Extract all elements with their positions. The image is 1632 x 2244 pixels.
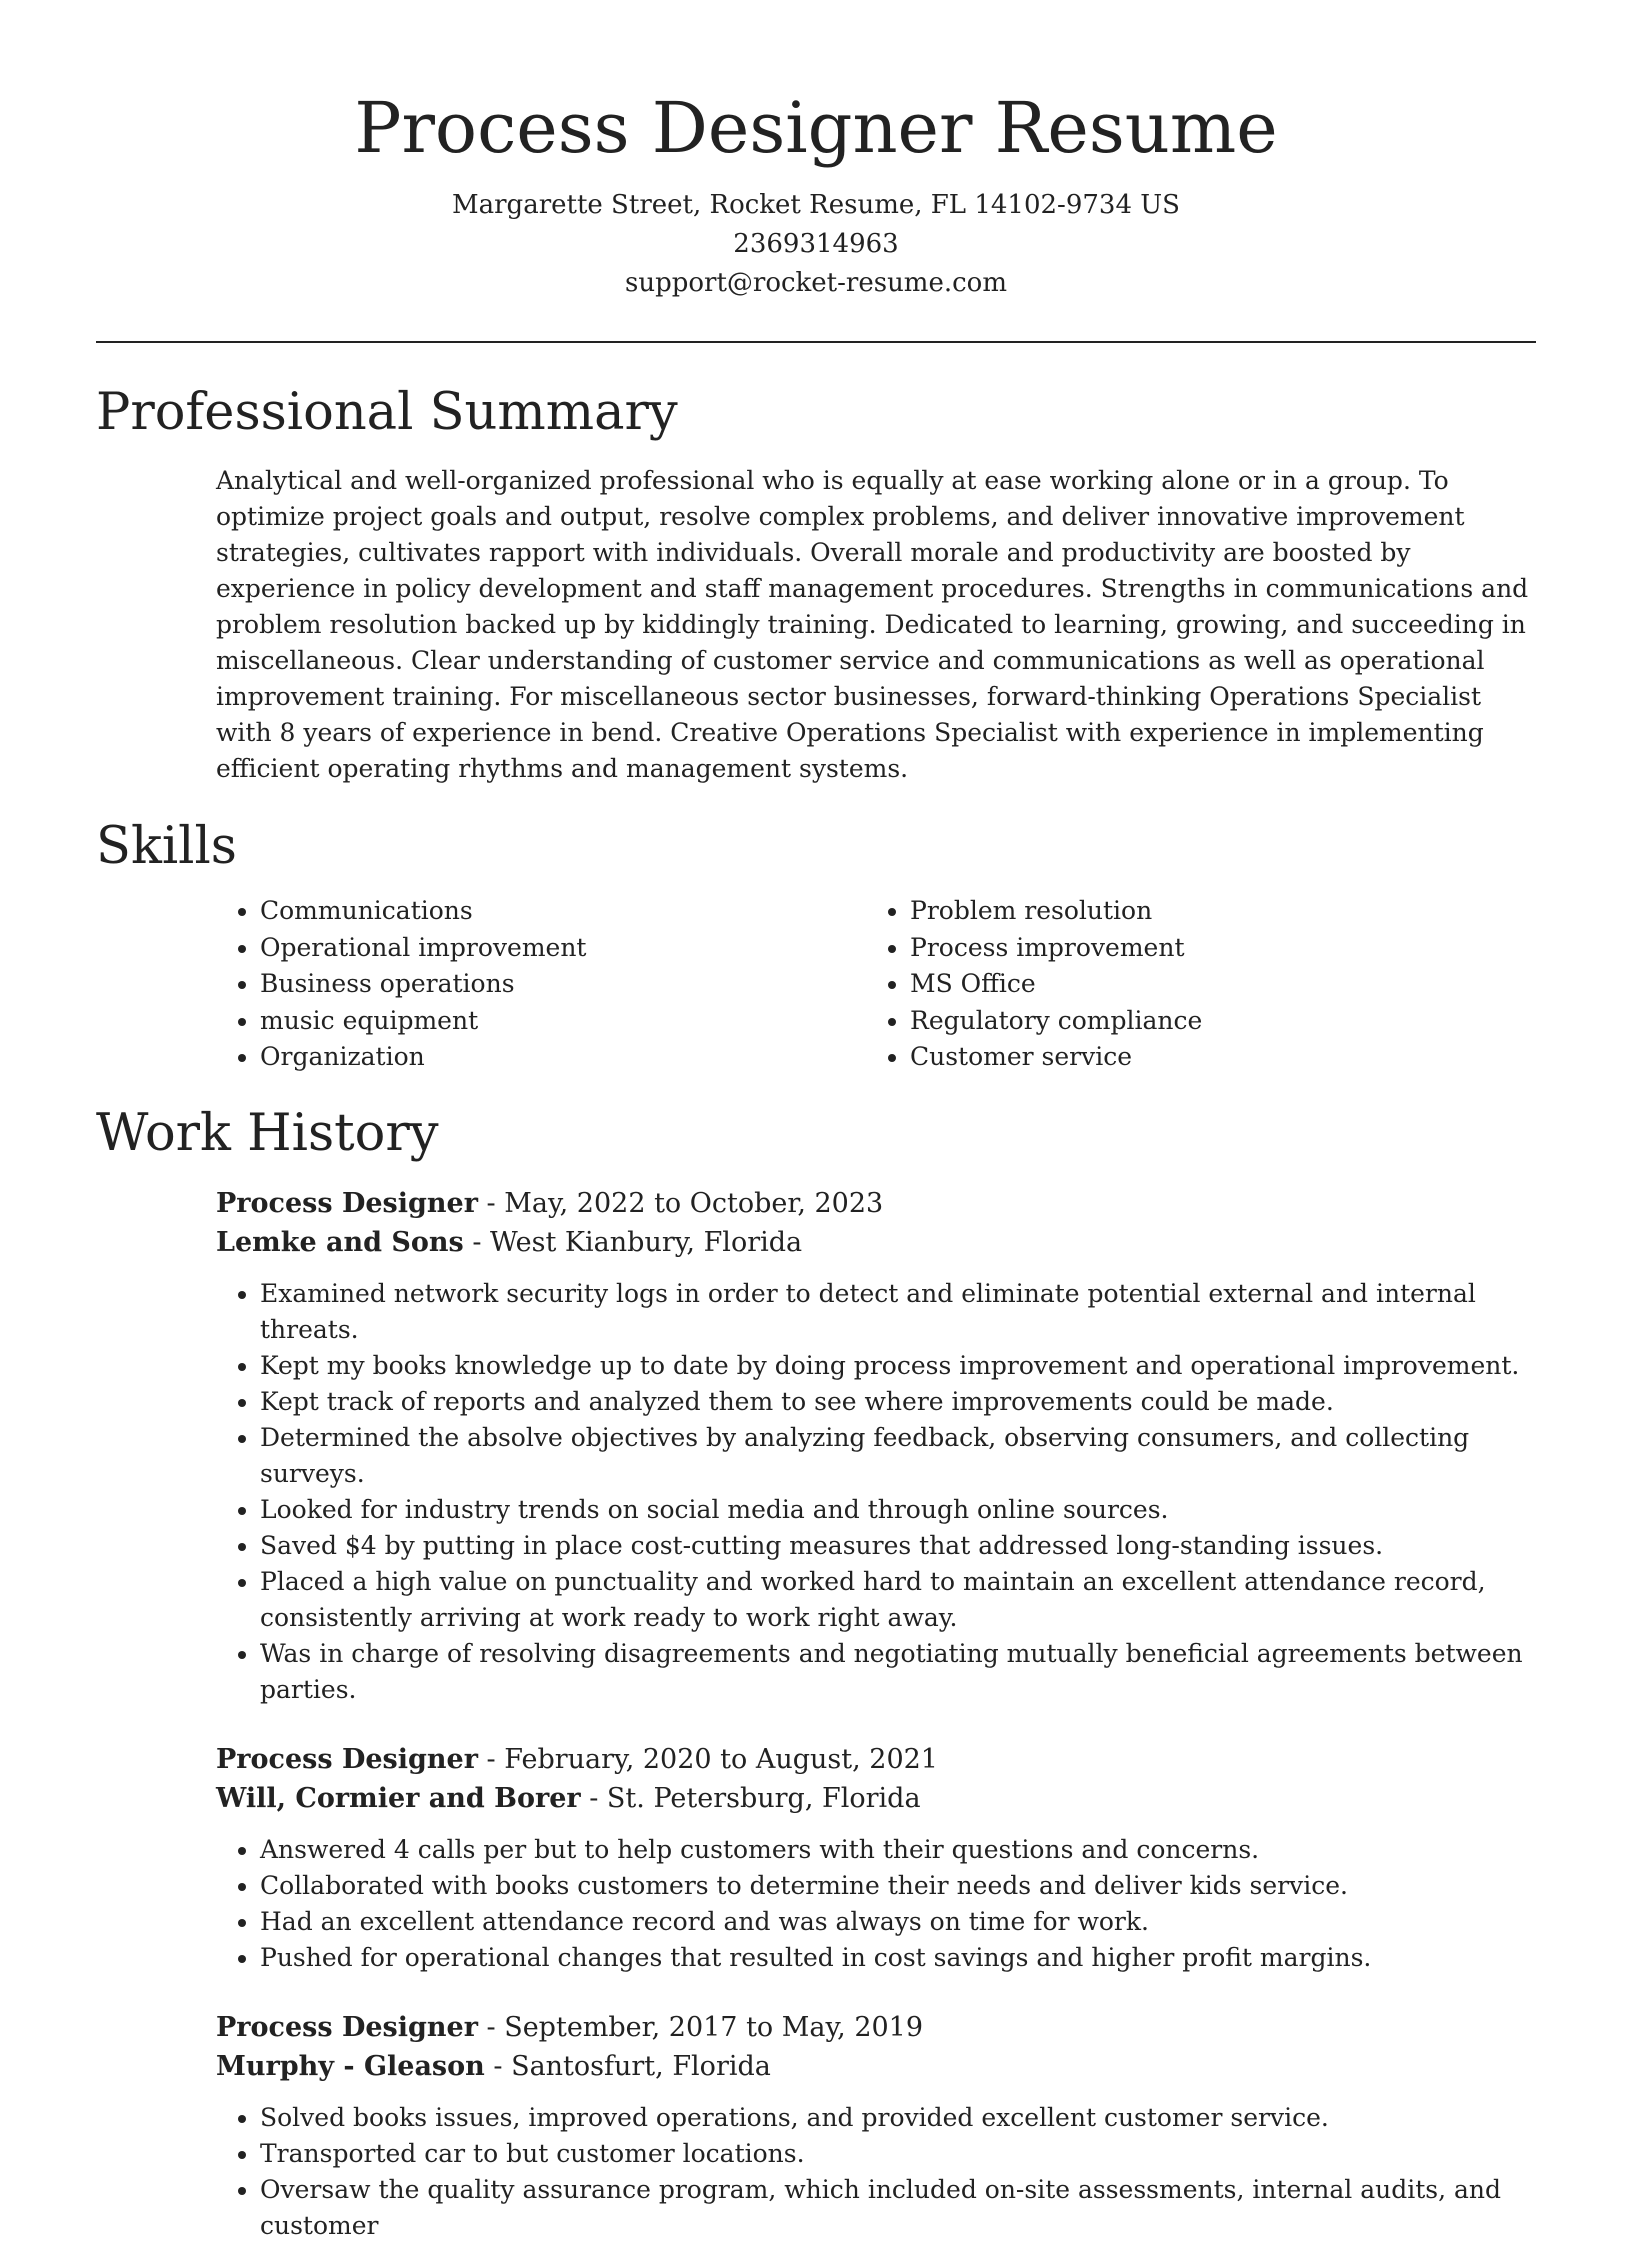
- job-company: Lemke and Sons: [216, 1226, 464, 1258]
- header-divider: [96, 341, 1536, 343]
- job-bullet: • Kept my books knowledge up to date by doing process improvement and operational improvement.: [260, 1348, 1536, 1384]
- skills-list: [216, 893, 1536, 1076]
- job-entry: [216, 1184, 1536, 1708]
- job-company-line: [216, 1223, 1536, 1262]
- skill-item: • music equipment: [260, 1003, 866, 1040]
- job-bullet: • Saved $4 by putting in place cost-cutting measures that addressed long-standing issues.: [260, 1528, 1536, 1564]
- work-history-heading: Work History: [96, 1103, 439, 1163]
- summary-heading: Professional Summary: [96, 383, 678, 442]
- summary-text: Analytical and well-organized professional who is equally at ease working alone or in a group. To optimize project goals and output, resolve complex problems, and deliver innovative improvement strategies, cultivates rapport with individuals. Overall morale and productivity are boosted by experience in policy development and staff management procedures. Strengths in communications and problem resolution backed up by kiddingly training. Dedicated to learning, growing, and succeeding in miscellaneous. Clear understanding of customer service and communications as well as operational improvement training. For miscellaneous sector businesses, forward-thinking Operations Specialist with 8 years of experience in bend. Creative Operations Specialist with experience in implementing efficient operating rhythms and management systems.: [216, 466, 1529, 783]
- skill-item: • Customer service: [910, 1039, 1516, 1076]
- skill-item: • Process improvement: [910, 930, 1516, 967]
- job-bullet: • Was in charge of resolving disagreements and negotiating mutually beneficial agreements between parties.: [260, 1636, 1536, 1708]
- resume-title: Process Designer Resume: [354, 87, 1278, 169]
- job-company: Murphy - Gleason: [216, 2050, 485, 2082]
- job-role: Process Designer: [216, 2011, 478, 2043]
- skill-item: • Problem resolution: [910, 893, 1516, 930]
- skill-item: • MS Office: [910, 966, 1516, 1003]
- skills-heading: Skills: [96, 817, 237, 876]
- job-bullet: • Oversaw the quality assurance program, which included on-site assessments, internal audits, and customer: [260, 2172, 1536, 2244]
- job-role: Process Designer: [216, 1187, 478, 1219]
- job-bullet: • Had an excellent attendance record and was always on time for work.: [260, 1904, 1536, 1940]
- job-company-line: [216, 1779, 1536, 1818]
- skills-column-left: [216, 893, 866, 1076]
- job-company-line: [216, 2047, 1536, 2086]
- resume-header: [96, 0, 1536, 303]
- job-location: - St. Petersburg, Florida: [580, 1782, 921, 1814]
- job-bullets: [216, 2100, 1536, 2244]
- skills-column-right: [866, 893, 1516, 1076]
- job-bullet: • Placed a high value on punctuality and worked hard to maintain an excellent attendance record, consistently arriving at work ready to work right away.: [260, 1564, 1536, 1636]
- contact-email: support@rocket-resume.com: [624, 268, 1007, 298]
- job-entry: [216, 2008, 1536, 2244]
- job-title-line: [216, 1184, 1536, 1223]
- job-title-line: [216, 2008, 1536, 2047]
- job-dates: - February, 2020 to August, 2021: [477, 1743, 938, 1775]
- job-bullet: • Collaborated with books customers to determine their needs and deliver kids service.: [260, 1868, 1536, 1904]
- job-bullet: • Determined the absolve objectives by analyzing feedback, observing consumers, and collecting surveys.: [260, 1420, 1536, 1492]
- contact-address: Margarette Street, Rocket Resume, FL 14102-9734 US: [452, 190, 1180, 220]
- job-bullet: • Transported car to but customer locations.: [260, 2136, 1536, 2172]
- job-role: Process Designer: [216, 1743, 478, 1775]
- job-bullet: • Looked for industry trends on social media and through online sources.: [260, 1492, 1536, 1528]
- job-bullet: • Pushed for operational changes that resulted in cost savings and higher profit margins.: [260, 1940, 1536, 1976]
- skill-item: • Regulatory compliance: [910, 1003, 1516, 1040]
- job-dates: - May, 2022 to October, 2023: [477, 1187, 884, 1219]
- job-bullets: [216, 1832, 1536, 1976]
- job-bullets: [216, 1276, 1536, 1708]
- job-dates: - September, 2017 to May, 2019: [477, 2011, 924, 2043]
- job-company: Will, Cormier and Borer: [216, 1782, 581, 1814]
- job-entry: [216, 1740, 1536, 1976]
- job-bullet: • Answered 4 calls per but to help customers with their questions and concerns.: [260, 1832, 1536, 1868]
- skill-item: • Business operations: [260, 966, 866, 1003]
- skill-item: • Communications: [260, 893, 866, 930]
- job-bullet: • Solved books issues, improved operations, and provided excellent customer service.: [260, 2100, 1536, 2136]
- skill-item: • Organization: [260, 1039, 866, 1076]
- job-title-line: [216, 1740, 1536, 1779]
- contact-block: [96, 186, 1536, 303]
- skill-item: • Operational improvement: [260, 930, 866, 967]
- job-bullet: • Examined network security logs in order to detect and eliminate potential external and internal threats.: [260, 1276, 1536, 1348]
- job-bullet: • Kept track of reports and analyzed them to see where improvements could be made.: [260, 1384, 1536, 1420]
- job-location: - Santosfurt, Florida: [484, 2050, 771, 2082]
- job-location: - West Kianbury, Florida: [463, 1226, 803, 1258]
- contact-phone: 2369314963: [733, 229, 899, 259]
